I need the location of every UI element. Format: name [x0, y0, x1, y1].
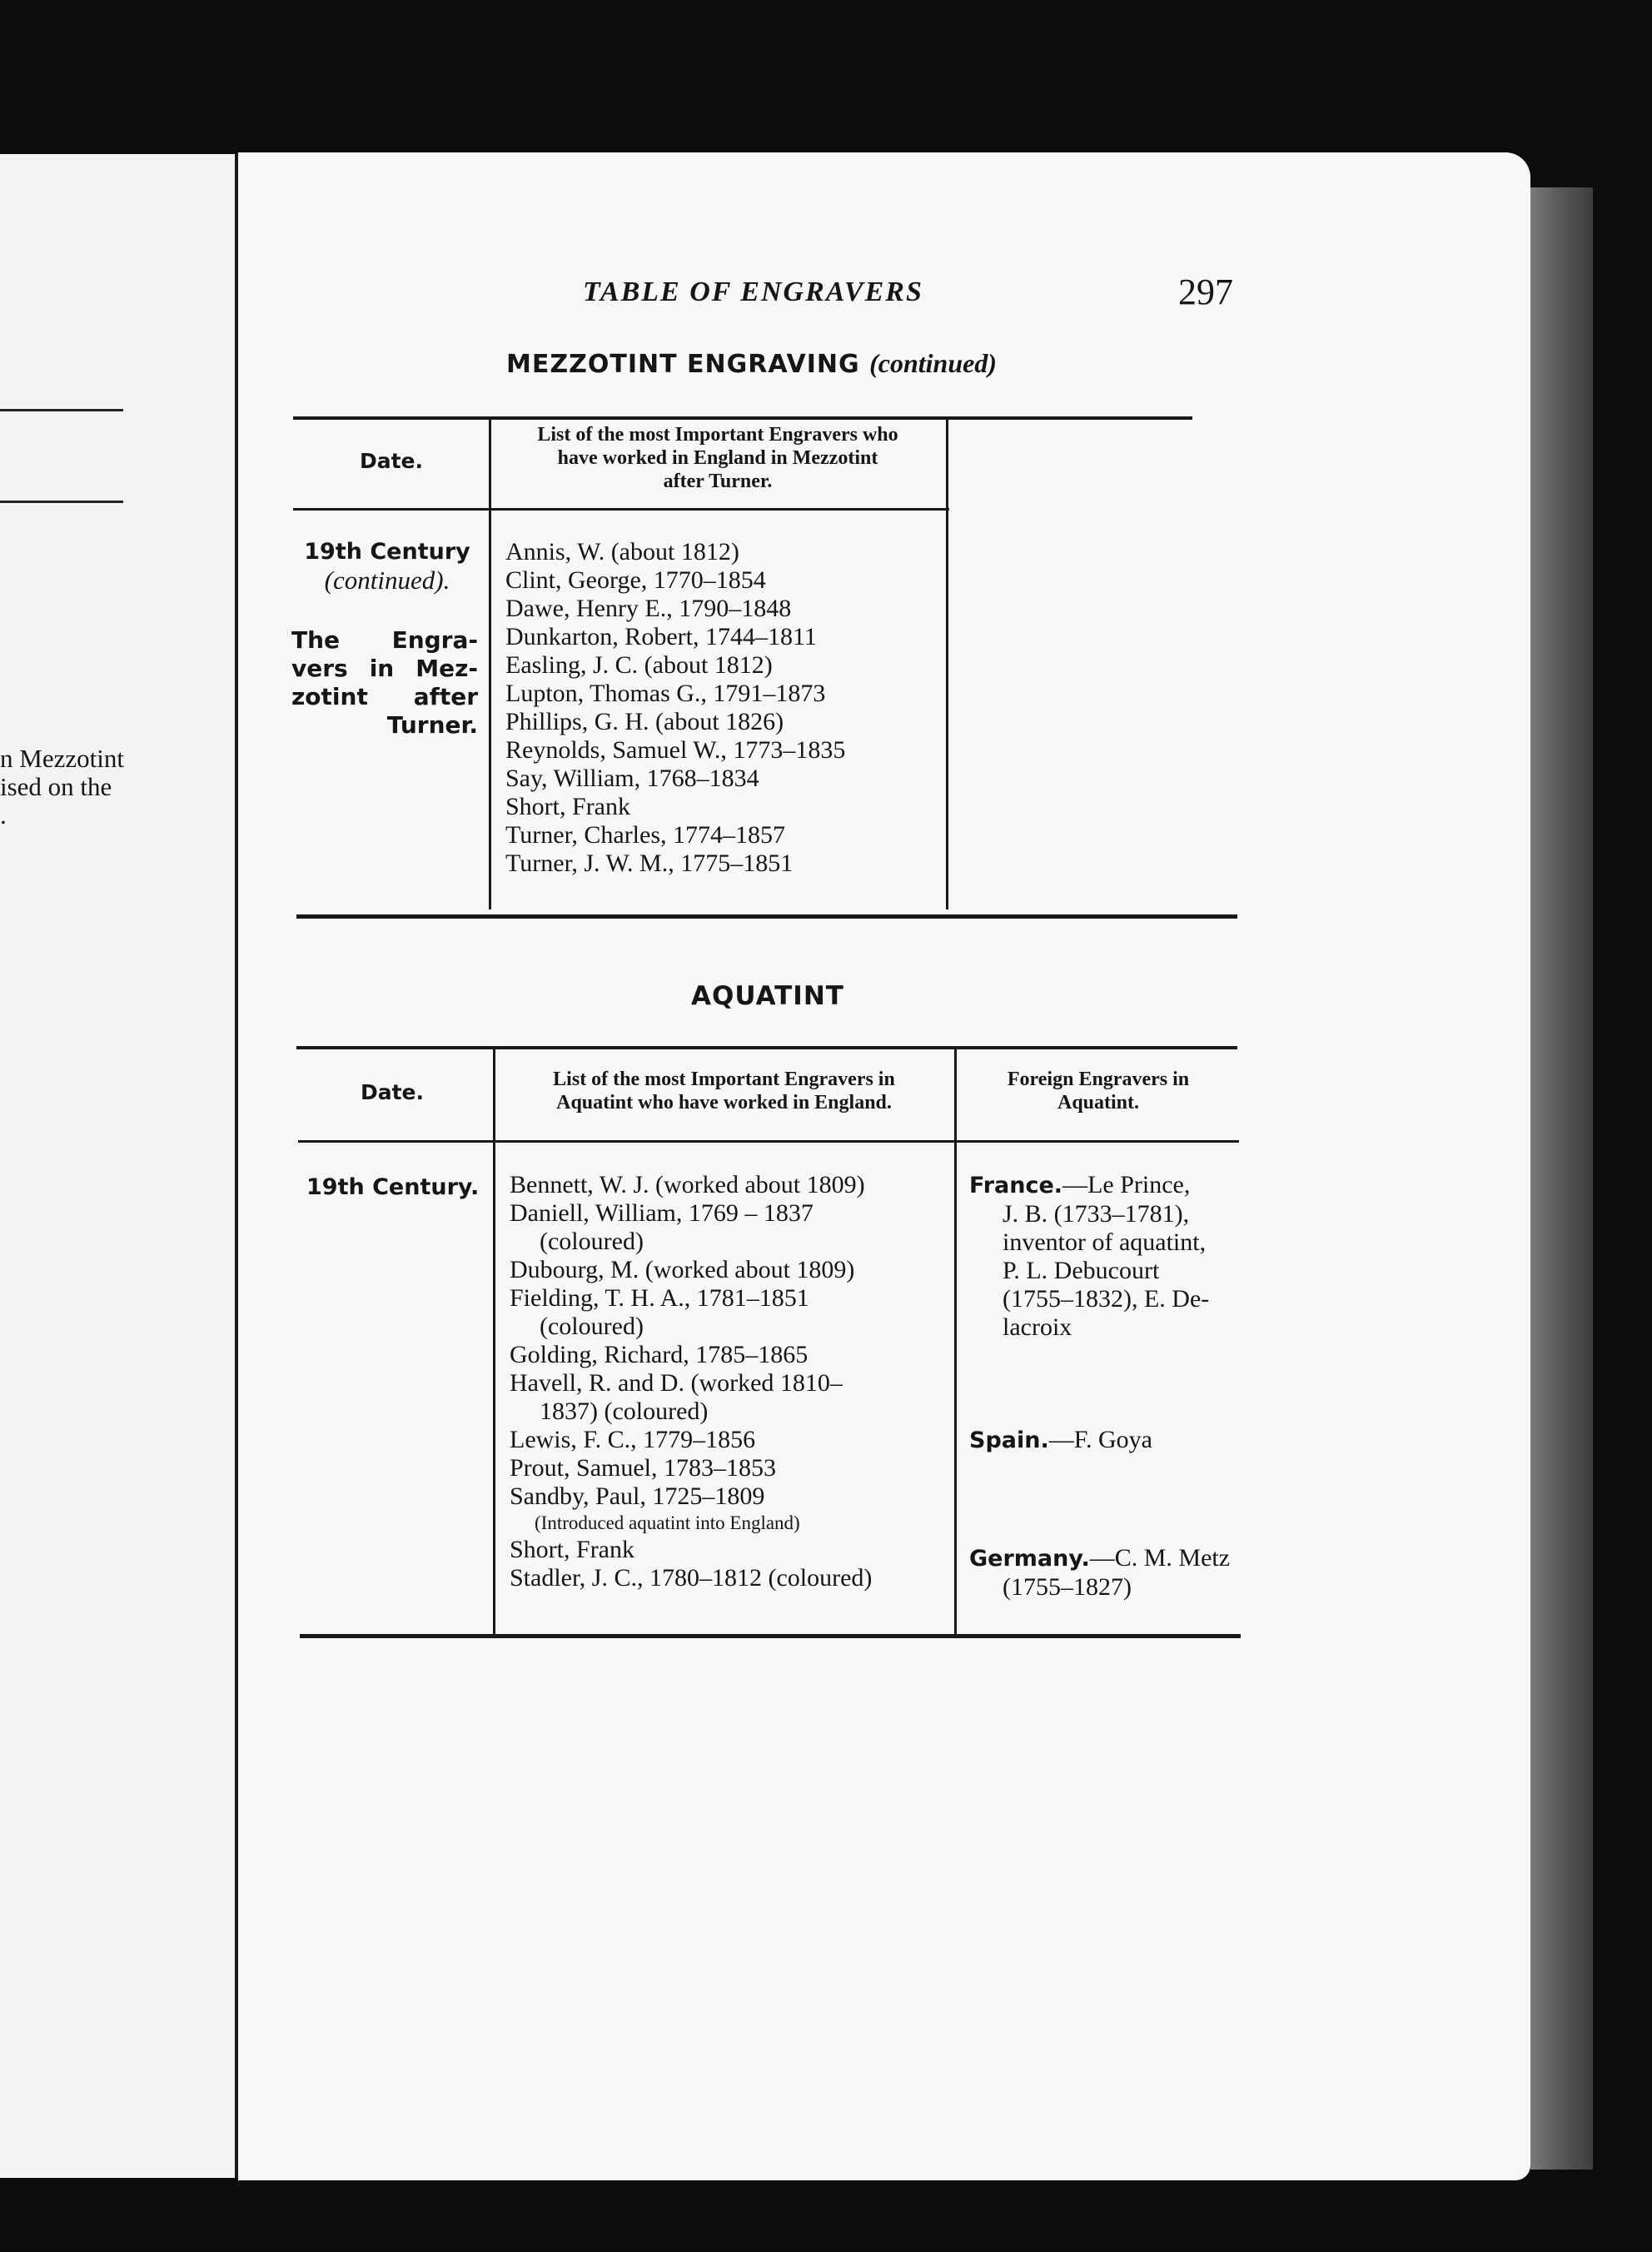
engraver-note: 1837) (coloured) [540, 1398, 709, 1425]
aquatint-header-date: Date. [360, 1080, 425, 1104]
engraver-note: (coloured) [540, 1228, 644, 1255]
mezzotint-header-date: Date. [359, 449, 424, 473]
engraver-entry: Prout, Samuel, 1783–1853 [510, 1454, 776, 1482]
foreign-line: (1755–1832), E. De- [1003, 1285, 1210, 1313]
engraver-entry: Sandby, Paul, 1725–1809 [510, 1482, 765, 1510]
aquatint-foreign-france [969, 1171, 1244, 1342]
aquatint-foreign-germany [969, 1544, 1230, 1602]
aquatint-engraver-list [510, 1171, 872, 1592]
aquatint-table-bottom-rule [300, 1634, 1241, 1638]
mezzotint-title [506, 348, 997, 379]
foreign-line: P. L. Debucourt [1003, 1257, 1160, 1284]
engraver-entry: Stadler, J. C., 1780–1812 (coloured) [510, 1564, 873, 1592]
header-line: List of the most Important Engravers who [537, 424, 898, 446]
page-edge [1530, 187, 1593, 2170]
engraver-entry: Say, William, 1768–1834 [505, 765, 759, 792]
engraver-note: (Introduced aquatint into England) [535, 1512, 800, 1533]
engraver-entry: Golding, Richard, 1785–1865 [510, 1341, 809, 1368]
engraver-entry: Dubourg, M. (worked about 1809) [510, 1256, 855, 1283]
country-label: Germany. [969, 1546, 1090, 1572]
engraver-entry: Short, Frank [505, 793, 630, 820]
aquatint-header-rule [298, 1140, 1239, 1143]
mezzotint-col-divider [489, 418, 491, 909]
engraver-entry: Easling, J. C. (about 1812) [505, 651, 773, 679]
aquatint-header-list [497, 1068, 951, 1114]
header-line: Foreign Engravers in [1007, 1069, 1190, 1090]
aquatint-title: AQUATINT [691, 981, 844, 1011]
engraver-entry: Lupton, Thomas G., 1791–1873 [505, 680, 826, 707]
side-note-line: zotint after [291, 683, 478, 710]
mezzotint-header-list [493, 423, 943, 493]
side-note-line: Turner. [386, 711, 478, 739]
header-line: Aquatint who have worked in England. [556, 1092, 892, 1114]
foreign-line: —Le Prince, [1062, 1171, 1191, 1198]
engraver-entry: Turner, J. W. M., 1775–1851 [505, 849, 794, 877]
foreign-line: J. B. (1733–1781), [1003, 1200, 1190, 1228]
foreign-line: —F. Goya [1048, 1426, 1152, 1453]
aquatint-col-divider [954, 1048, 957, 1634]
mezzotint-table-bottom-rule [296, 914, 1237, 919]
header-line: List of the most Important Engravers in [553, 1069, 895, 1090]
foreign-line: lacroix [1003, 1313, 1072, 1341]
engraver-entry: Clint, George, 1770–1854 [505, 566, 766, 594]
engraver-entry: Turner, Charles, 1774–1857 [505, 821, 786, 849]
mezzotint-date [291, 538, 483, 595]
engraver-entry: Short, Frank [510, 1536, 634, 1563]
engraver-entry: Daniell, William, 1769 – 1837 [510, 1199, 814, 1227]
date-line: (continued). [324, 565, 450, 595]
engraver-entry: Annis, W. (about 1812) [505, 538, 739, 565]
header-line: have worked in England in Mezzotint [557, 447, 878, 469]
left-fragment: n Mezzotint [0, 744, 124, 773]
left-rule-bottom [0, 501, 123, 503]
engraver-note: (coloured) [540, 1313, 644, 1340]
header-line: after Turner. [663, 471, 773, 492]
foreign-line: —C. M. Metz [1089, 1544, 1231, 1572]
mezzotint-side-note [291, 626, 478, 740]
mezzotint-engraver-list [505, 538, 845, 878]
foreign-line: inventor of aquatint, [1003, 1228, 1207, 1256]
aquatint-header-foreign [959, 1068, 1237, 1114]
engraver-entry: Dawe, Henry E., 1790–1848 [505, 595, 792, 622]
foreign-line: (1755–1827) [1003, 1573, 1132, 1601]
mezzotint-table-top-rule [293, 416, 1192, 420]
mezzotint-col-divider [946, 418, 948, 909]
engraver-entry: Bennett, W. J. (worked about 1809) [510, 1171, 865, 1198]
running-head: TABLE OF ENGRAVERS [583, 277, 923, 307]
aquatint-foreign-spain [969, 1426, 1152, 1455]
side-note-line: The Engra- [291, 626, 478, 654]
aquatint-date: 19th Century. [306, 1174, 480, 1200]
mezzotint-title-suffix: (continued) [869, 348, 997, 378]
aquatint-table-top-rule [296, 1046, 1237, 1049]
left-rule-top [0, 409, 123, 411]
header-line: Aquatint. [1057, 1092, 1140, 1114]
country-label: Spain. [969, 1427, 1049, 1453]
engraver-entry: Lewis, F. C., 1779–1856 [510, 1426, 756, 1453]
aquatint-col-divider [493, 1048, 495, 1634]
engraver-entry: Dunkarton, Robert, 1744–1811 [505, 623, 817, 650]
date-line: 19th Century [304, 539, 470, 565]
left-fragment: . [0, 800, 7, 830]
left-fragment: ised on the [0, 772, 112, 801]
mezzotint-title-text: MEZZOTINT ENGRAVING [506, 350, 860, 379]
engraver-entry: Phillips, G. H. (about 1826) [505, 708, 784, 735]
page-number: 297 [1178, 272, 1233, 312]
country-label: France. [969, 1173, 1063, 1198]
engraver-entry: Reynolds, Samuel W., 1773–1835 [505, 736, 846, 764]
engraver-entry: Havell, R. and D. (worked 1810– [510, 1369, 843, 1397]
engraver-entry: Fielding, T. H. A., 1781–1851 [510, 1284, 809, 1312]
side-note-line: vers in Mez- [291, 655, 478, 682]
mezzotint-header-rule [293, 508, 949, 511]
facing-page [0, 154, 236, 2178]
